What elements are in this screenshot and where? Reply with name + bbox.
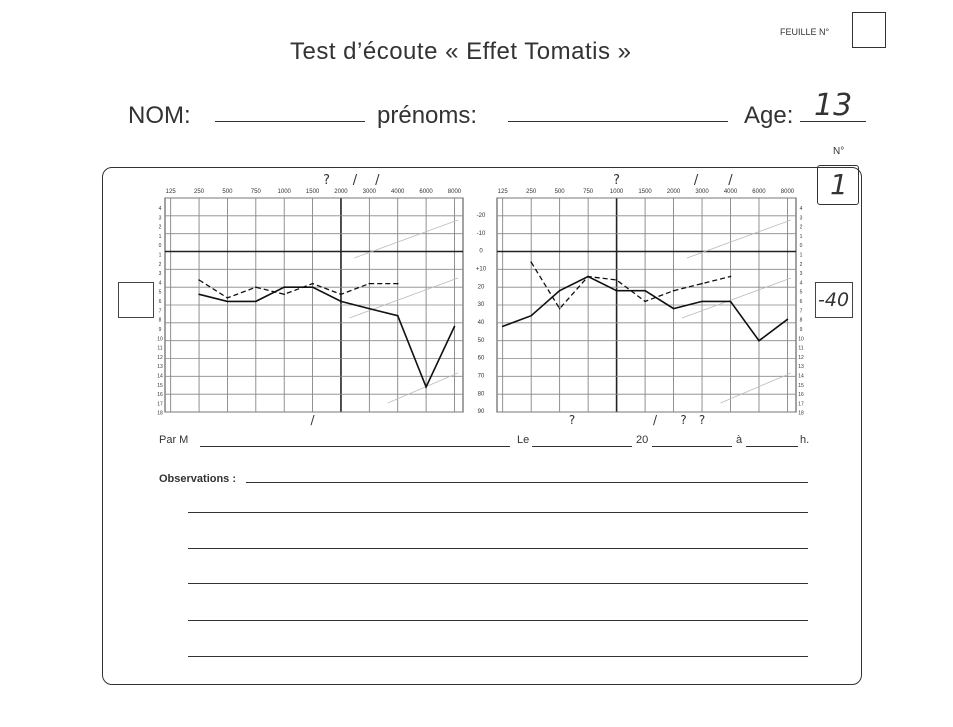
tick-label-frequency: 4000 [723, 189, 738, 195]
observation-line[interactable] [188, 583, 808, 584]
tick-label-scale: 15 [157, 382, 163, 389]
time-field-line[interactable] [746, 446, 798, 447]
tick-label-frequency: 6000 [752, 189, 766, 195]
data-point [673, 290, 675, 292]
observations-label: Observations : [159, 473, 237, 485]
tick-label-frequency: 1000 [609, 189, 624, 195]
data-point [255, 301, 257, 303]
tick-label-frequency: 1000 [277, 189, 291, 195]
tick-label-frequency: 2000 [334, 189, 348, 195]
tick-label-scale: 16 [798, 392, 804, 399]
tick-label-scale: 7 [158, 308, 162, 315]
tick-label-scale: 12 [798, 354, 804, 361]
tick-label-scale: 10 [157, 336, 163, 343]
data-point [283, 294, 285, 296]
tick-label-scale: 1 [158, 252, 162, 259]
tick-label-scale: 2 [158, 224, 162, 231]
tick-label-scale: 5 [158, 289, 162, 296]
le-label: Le [517, 434, 530, 446]
observation-line[interactable] [188, 620, 808, 621]
data-point [787, 318, 789, 320]
a-label: à [736, 434, 743, 446]
tick-label-db: -20 [476, 213, 486, 219]
tick-label-scale: 1 [158, 233, 162, 240]
tick-label-db: 20 [477, 284, 485, 291]
observation-line[interactable] [188, 512, 808, 513]
tick-label-frequency: 3000 [362, 189, 377, 195]
tick-label-scale: 9 [799, 326, 803, 333]
data-point [644, 301, 646, 303]
annotation-mark: / [728, 173, 733, 188]
data-point [255, 286, 257, 288]
tick-label-db: 30 [477, 302, 485, 309]
data-point [616, 290, 618, 292]
tick-label-scale: 1 [799, 233, 803, 240]
date-field-line[interactable] [532, 446, 632, 447]
tick-label-frequency: 125 [165, 189, 176, 195]
data-point [758, 340, 760, 342]
tick-label-frequency: 6000 [419, 189, 433, 195]
data-point [559, 290, 561, 292]
observation-line[interactable] [246, 482, 808, 483]
data-point [616, 279, 618, 281]
data-point [283, 286, 285, 288]
tick-label-scale: 16 [157, 392, 163, 399]
tick-label-frequency: 250 [526, 189, 537, 195]
data-point [198, 279, 200, 281]
annotation-mark: ? [698, 413, 706, 427]
data-point [227, 301, 229, 303]
tick-label-db: -10 [476, 230, 486, 237]
year-field-line[interactable] [652, 446, 732, 447]
data-point [397, 283, 399, 285]
par-label: Par M [159, 434, 189, 446]
tick-label-scale: 3 [799, 271, 803, 278]
data-point [701, 283, 703, 285]
data-point [644, 290, 646, 292]
data-point [227, 297, 229, 299]
tick-label-frequency: 1500 [305, 189, 320, 195]
data-point [454, 326, 456, 328]
page-title: Test d’écoute « Effet Tomatis » [290, 38, 632, 65]
annotation-mark: ? [323, 173, 331, 188]
tick-label-scale: 1 [799, 252, 803, 259]
tick-label-frequency: 8000 [447, 189, 462, 195]
tick-label-scale: 8 [158, 317, 162, 324]
tick-label-scale: 7 [799, 308, 803, 315]
tick-label-scale: 0 [799, 243, 803, 250]
tick-label-db: 0 [479, 248, 483, 255]
tick-label-frequency: 3000 [695, 189, 709, 195]
data-point [587, 276, 589, 278]
annotation-mark: ? [680, 413, 687, 427]
nom-label: NOM: [128, 102, 191, 129]
tick-label-scale: 4 [799, 206, 803, 212]
tick-label-db: 60 [477, 355, 485, 362]
tick-label-frequency: 4000 [391, 189, 405, 195]
tick-label-frequency: 750 [250, 189, 261, 195]
tick-label-scale: 13 [157, 364, 163, 371]
tick-label-db: 40 [477, 320, 485, 326]
tick-label-frequency: 8000 [780, 189, 795, 195]
tick-label-scale: 14 [157, 373, 163, 380]
tick-label-db: 90 [477, 409, 485, 416]
data-point [312, 283, 314, 285]
data-point [530, 315, 532, 317]
tick-label-scale: 14 [798, 373, 804, 380]
data-point [730, 276, 732, 278]
tick-label-frequency: 125 [497, 189, 508, 195]
tick-label-scale: 2 [799, 261, 803, 268]
annotation-mark: / [310, 413, 315, 427]
data-point [340, 301, 342, 303]
tick-label-scale: 9 [158, 326, 162, 333]
data-point [559, 308, 561, 310]
tick-label-scale: 2 [799, 224, 803, 231]
data-point [198, 294, 200, 296]
series-line-dashed [199, 280, 398, 298]
tick-label-scale: 17 [157, 401, 163, 408]
prenoms-label: prénoms: [377, 102, 478, 129]
number-label: N° [833, 146, 845, 157]
tick-label-scale: 5 [799, 289, 803, 296]
tick-label-scale: 18 [798, 410, 804, 417]
tick-label-scale: 2 [158, 261, 162, 268]
tick-label-scale: 12 [157, 354, 163, 361]
tick-label-scale: 4 [158, 206, 162, 212]
tick-label-frequency: 750 [583, 189, 594, 195]
data-point [730, 301, 732, 303]
par-field-line[interactable] [200, 446, 510, 447]
observation-line[interactable] [188, 656, 808, 657]
tick-label-frequency: 250 [194, 189, 205, 195]
data-point [425, 386, 427, 388]
right-score-value: -40 [818, 289, 850, 311]
tick-label-scale: 3 [799, 215, 803, 222]
tick-label-scale: 10 [798, 336, 804, 343]
data-point [369, 283, 371, 285]
tick-label-scale: 4 [158, 280, 162, 287]
data-point [340, 294, 342, 296]
tick-label-frequency: 500 [554, 189, 565, 195]
tick-label-db: +10 [475, 266, 487, 273]
tick-label-scale: 4 [799, 280, 803, 287]
tick-label-scale: 3 [158, 271, 162, 278]
annotation-mark: ? [568, 413, 576, 427]
tick-label-scale: 17 [798, 401, 804, 408]
number-value: 1 [830, 168, 848, 201]
age-label: Age: [744, 102, 794, 129]
data-point [502, 326, 504, 328]
observation-line[interactable] [188, 548, 808, 549]
age-value: 13 [814, 88, 853, 123]
sheet-number-label: FEUILLE N° [780, 27, 830, 37]
annotation-mark: / [375, 173, 380, 188]
tick-label-scale: 18 [157, 410, 163, 417]
tick-label-db: 70 [477, 373, 485, 380]
tick-label-scale: 15 [798, 382, 804, 389]
annotation-mark: / [693, 173, 699, 188]
tick-label-scale: 13 [798, 364, 804, 371]
tick-label-frequency: 1500 [638, 189, 652, 195]
tick-label-db: 80 [477, 391, 485, 398]
data-point [701, 301, 703, 303]
data-point [673, 308, 675, 310]
h-label: h. [800, 434, 810, 446]
tick-label-frequency: 500 [222, 189, 233, 195]
data-point [397, 315, 399, 317]
data-point [530, 261, 532, 263]
tick-label-scale: 11 [157, 345, 163, 352]
tick-label-frequency: 2000 [666, 189, 681, 195]
series-line-solid [199, 287, 454, 387]
tick-label-scale: 3 [158, 215, 162, 222]
tick-label-scale: 8 [799, 317, 803, 324]
data-point [369, 308, 371, 310]
data-point [312, 286, 314, 288]
tick-label-scale: 6 [799, 299, 803, 306]
tick-label-scale: 11 [798, 345, 804, 352]
diagonal-mark [721, 373, 791, 403]
year-label: 20 [636, 434, 649, 446]
annotation-mark: ? [613, 173, 621, 188]
diagonal-mark [349, 278, 458, 318]
tick-label-scale: 6 [158, 299, 162, 306]
tick-label-scale: 0 [158, 243, 162, 250]
annotation-mark: / [653, 413, 658, 427]
annotation-mark: / [352, 173, 358, 188]
tick-label-db: 50 [477, 337, 485, 344]
